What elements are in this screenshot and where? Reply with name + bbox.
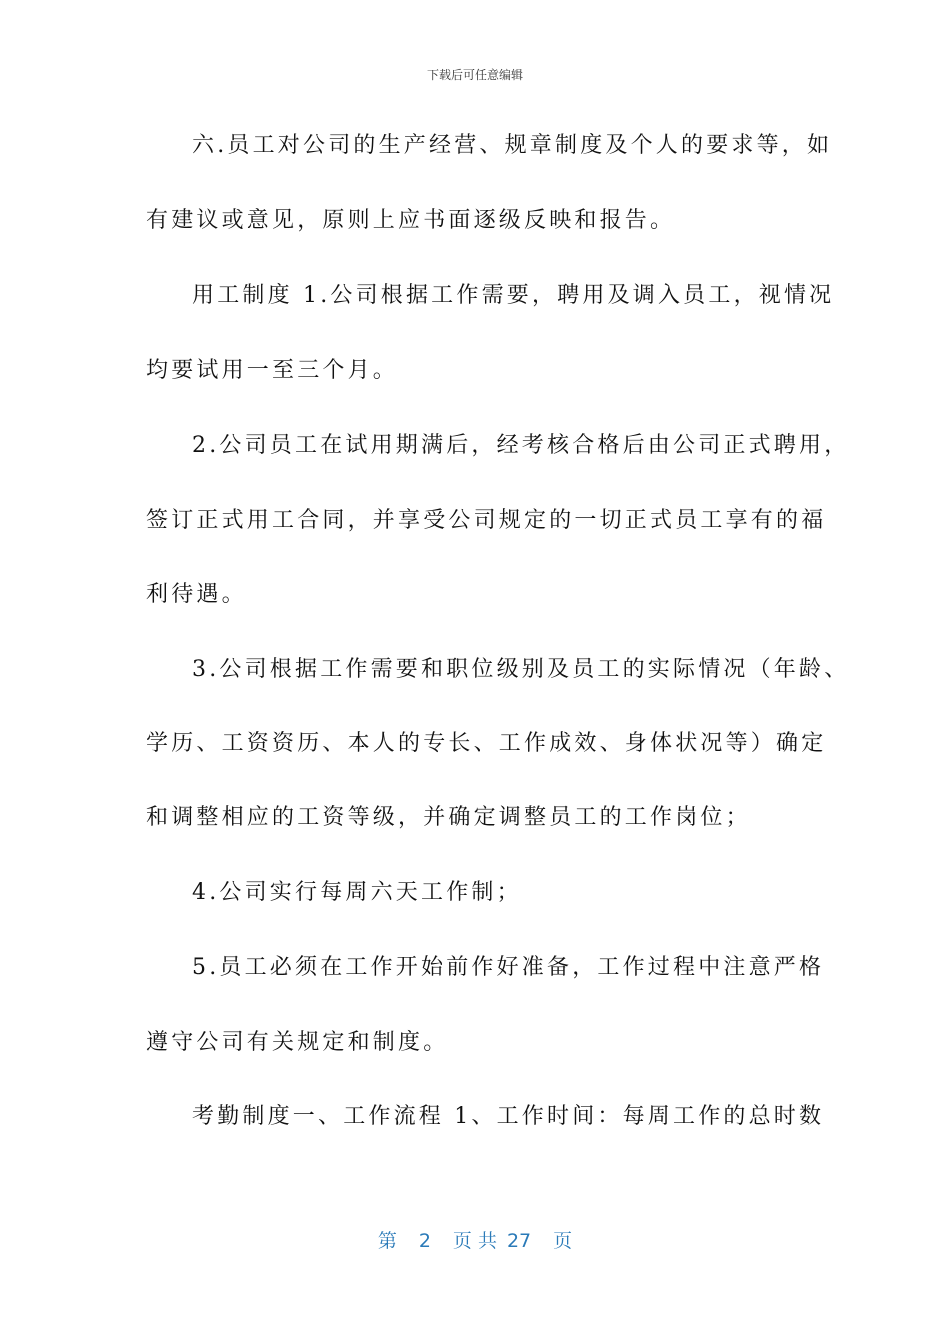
header-note: 下载后可任意编辑: [426, 68, 523, 82]
footer-total-pages: 27: [506, 1230, 532, 1252]
body-line: 均要试用一至三个月。: [146, 358, 399, 383]
body-line: 遵守公司有关规定和制度。: [146, 1030, 449, 1055]
body-line: 有建议或意见，原则上应书面逐级反映和报告。: [146, 208, 676, 233]
body-line: 签订正式用工合同，并享受公司规定的一切正式员工享有的福: [146, 508, 827, 533]
footer-di: 第: [377, 1230, 397, 1252]
footer-ye-gong: 页 共: [452, 1230, 497, 1252]
body-line: 3.公司根据工作需要和职位级别及员工的实际情况（年龄、: [192, 657, 850, 682]
body-line: 利待遇。: [146, 582, 247, 607]
footer-page-number: 2: [418, 1230, 431, 1252]
body-line: 和调整相应的工资等级，并确定调整员工的工作岗位；: [146, 805, 751, 830]
body-line: 4.公司实行每周六天工作制；: [192, 880, 522, 905]
body-line: 5.员工必须在工作开始前作好准备，工作过程中注意严格: [192, 955, 825, 980]
body-line: 学历、工资资历、本人的专长、工作成效、身体状况等）确定: [146, 731, 827, 756]
body-line: 六.员工对公司的生产经营、规章制度及个人的要求等，如: [192, 133, 833, 158]
page-footer: [0, 1226, 950, 1253]
body-line: 2.公司员工在试用期满后，经考核合格后由公司正式聘用，: [192, 433, 850, 458]
footer-ye: 页: [553, 1230, 573, 1252]
body-line: 用工制度 1.公司根据工作需要，聘用及调入员工，视情况: [192, 283, 835, 308]
body-line: 考勤制度一、工作流程 1、工作时间：每周工作的总时数: [192, 1104, 825, 1129]
